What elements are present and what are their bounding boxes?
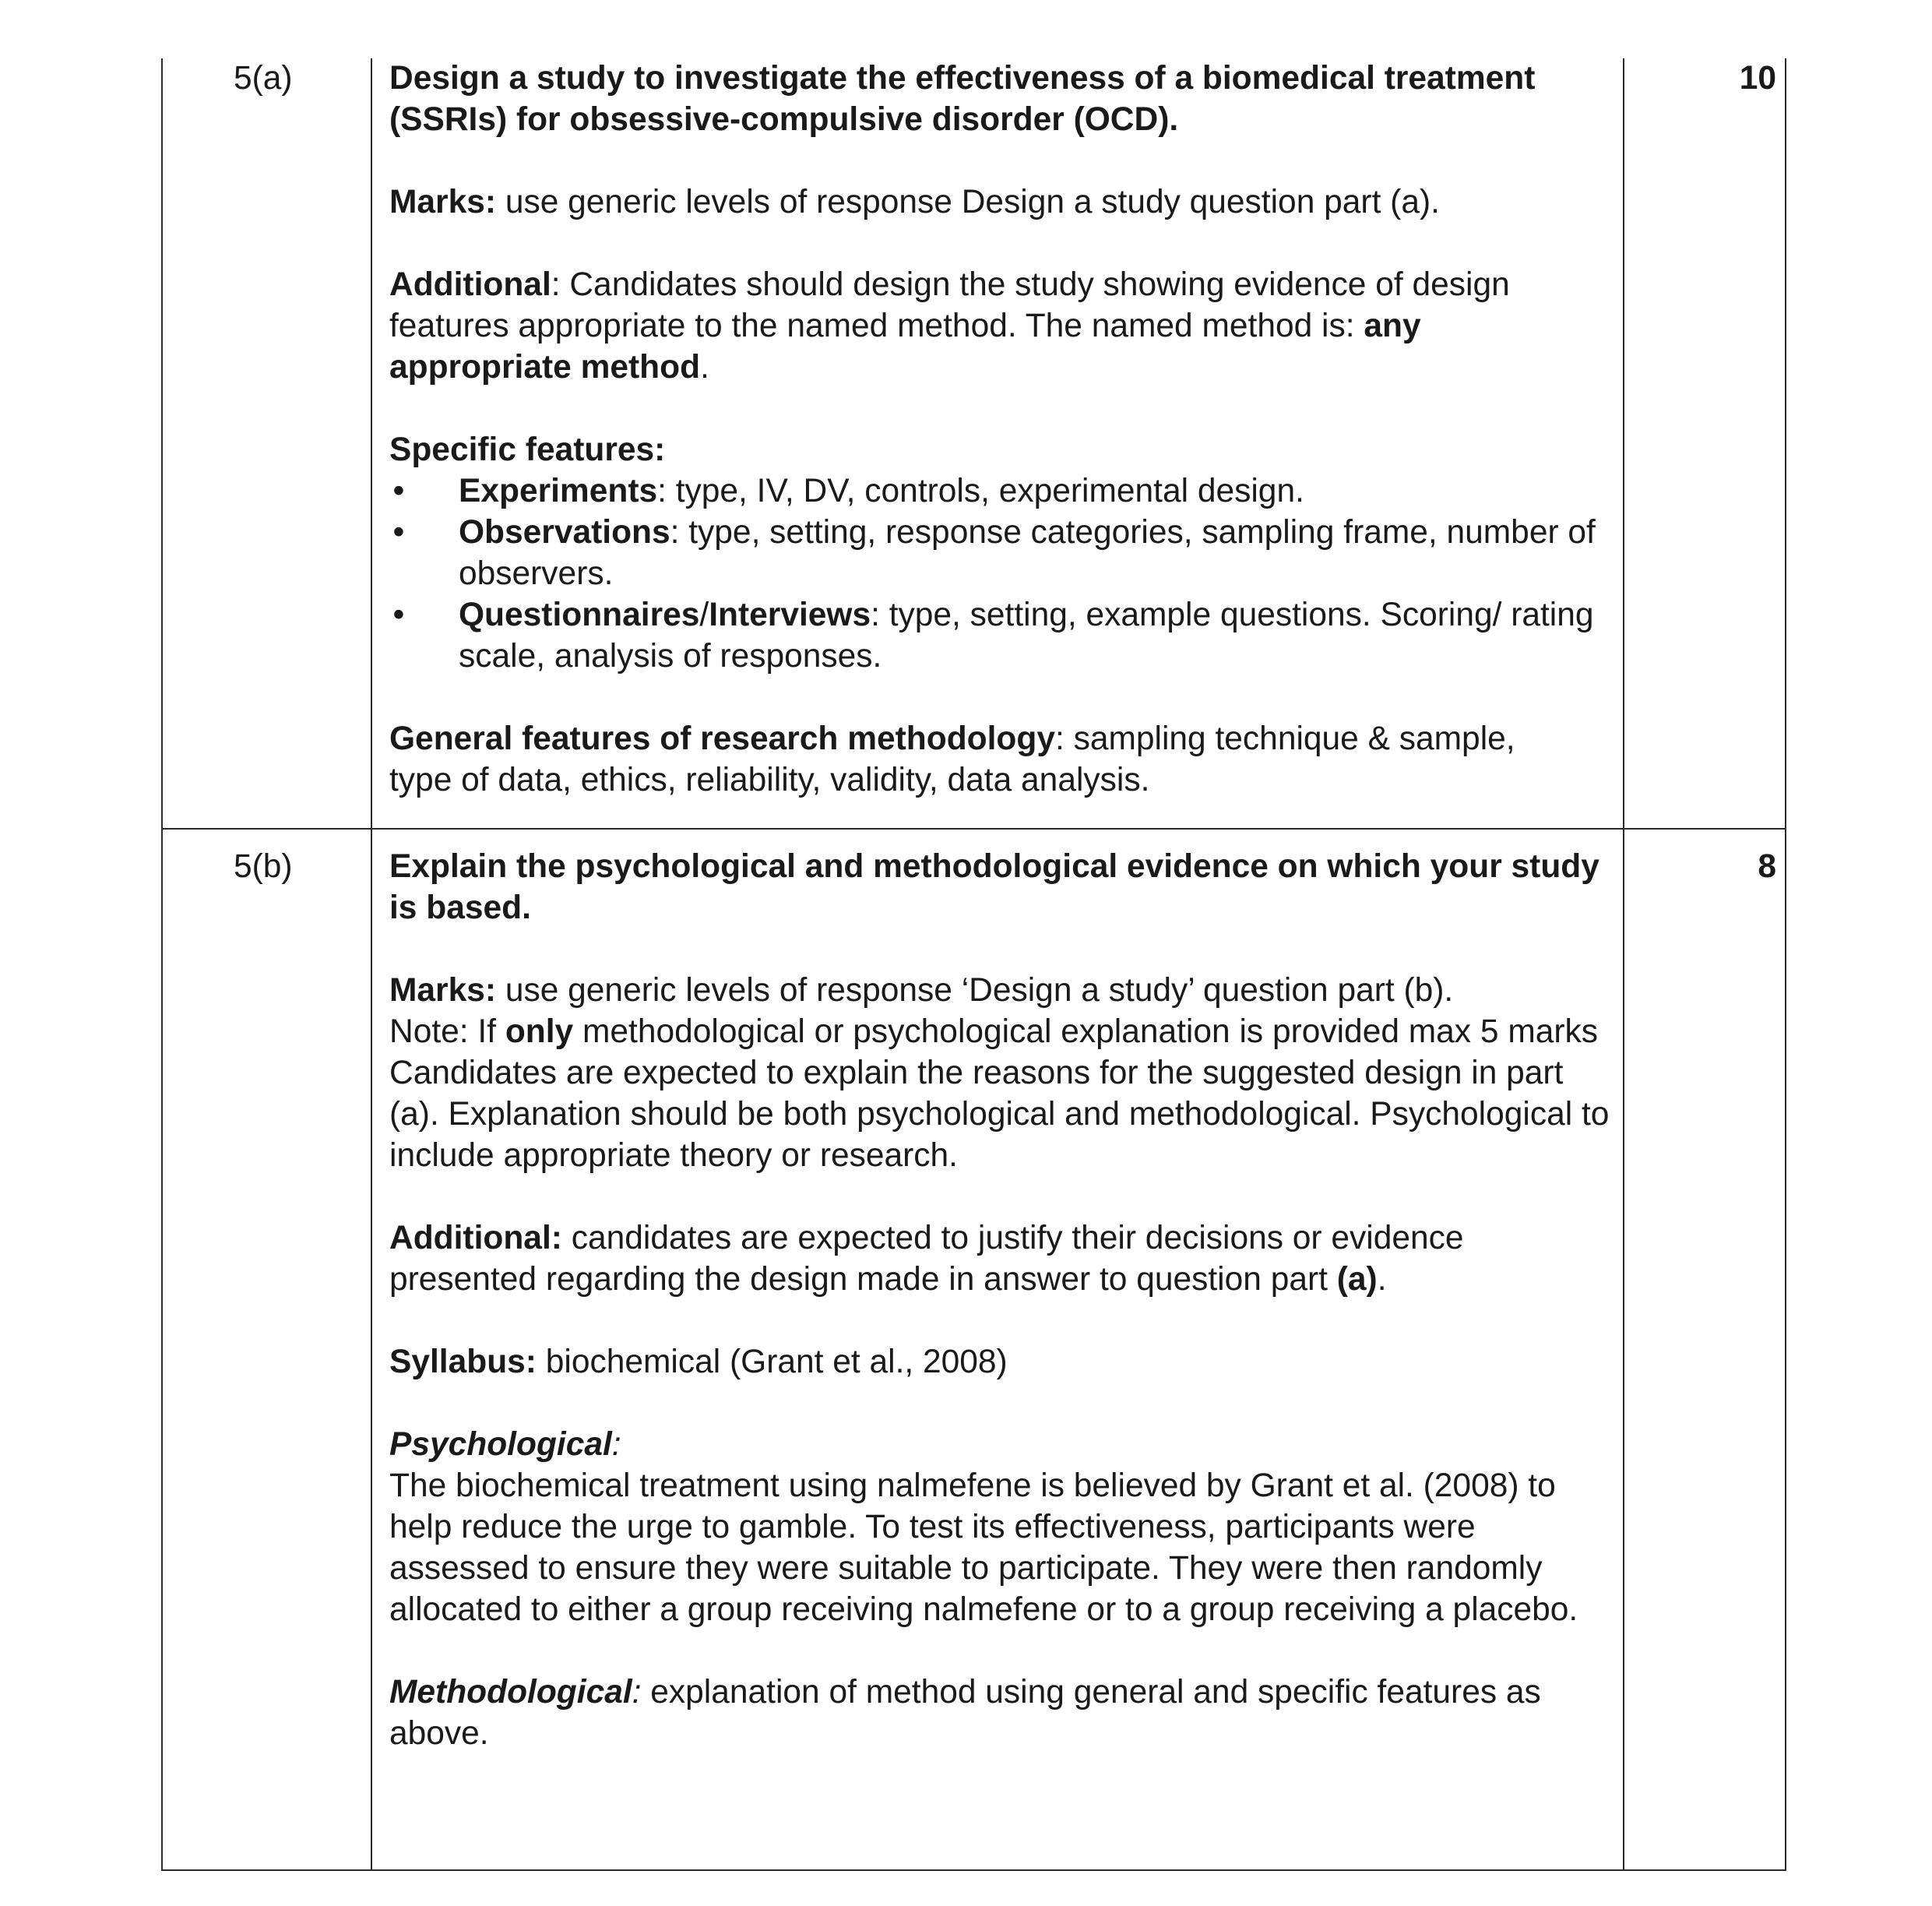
table-right-border: [1785, 58, 1786, 1871]
question-prompt-5a: Design a study to investigate the effectiveness of a biomedical treatment (SSRIs) for obsessive-compulsive disorder (OCD).: [389, 60, 1536, 138]
methodological-explanation: Methodological: explanation of method using general and specific features as above.: [389, 1674, 1541, 1752]
note-5b: Note: If only methodological or psychological explanation is provided max 5 marks: [389, 1013, 1599, 1050]
bullet-icon: •: [392, 597, 405, 633]
column-divider-question: [371, 58, 372, 1871]
marks-guidance-5b: Marks: use generic levels of response ‘Design a study’ question part (b).: [389, 972, 1454, 1009]
question-prompt-5b: Explain the psychological and methodological evidence on which your study is based.: [389, 848, 1599, 926]
additional-guidance-5b: Additional: candidates are expected to justify their decisions or evidence presented regarding the design made in answer to question part (a).: [389, 1220, 1464, 1298]
mark-scheme-cell-5a: [389, 58, 1612, 801]
list-item: • Questionnaires/Interviews: type, setting, example questions. Scoring/ rating scale, analysis of responses.: [389, 594, 1612, 677]
mark-scheme-cell-5b: [389, 846, 1612, 1754]
explanation-expectation-5b: Candidates are expected to explain the reasons for the suggested design in part (a). Explanation should be both psychological and methodological. Psychological to include appropriate theory or research.: [389, 1055, 1610, 1174]
row-divider: [161, 828, 1786, 830]
specific-features-heading: Specific features:: [389, 432, 666, 468]
general-features-5a: General features of research methodology: sampling technique & sample, type of data, ethics, reliability, validity, data analysis.: [389, 720, 1515, 798]
list-item: • Experiments: type, IV, DV, controls, experimental design.: [389, 470, 1612, 512]
specific-features-list: [389, 470, 1612, 677]
column-divider-marks: [1623, 58, 1624, 1871]
marks-value-5a: 10: [1739, 60, 1776, 97]
table-bottom-border: [161, 1869, 1786, 1871]
list-item: • Observations: type, setting, response categories, sampling frame, number of observers.: [389, 512, 1612, 594]
additional-guidance-5a: Additional: Candidates should design the study showing evidence of design features appropriate to the named method. The named method is: any appropriate method.: [389, 266, 1510, 386]
question-number-5a: 5(a): [234, 60, 293, 97]
psychological-heading: Psychological:: [389, 1426, 621, 1463]
marks-guidance-5a: Marks: use generic levels of response Design a study question part (a).: [389, 184, 1440, 220]
bullet-icon: •: [392, 473, 405, 509]
marks-value-5b: 8: [1758, 848, 1776, 885]
table-left-border: [161, 58, 163, 1871]
question-number-5b: 5(b): [234, 848, 293, 885]
psychological-explanation: The biochemical treatment using nalmefene is believed by Grant et al. (2008) to help reduce the urge to gamble. To test its effectiveness, participants were assessed to ensure they were suitable to participate. They were then randomly allocated to either a group receiving nalmefene or to a group receiving a placebo.: [389, 1467, 1578, 1628]
bullet-icon: •: [392, 514, 405, 551]
syllabus-reference: Syllabus: biochemical (Grant et al., 2008): [389, 1344, 1008, 1380]
